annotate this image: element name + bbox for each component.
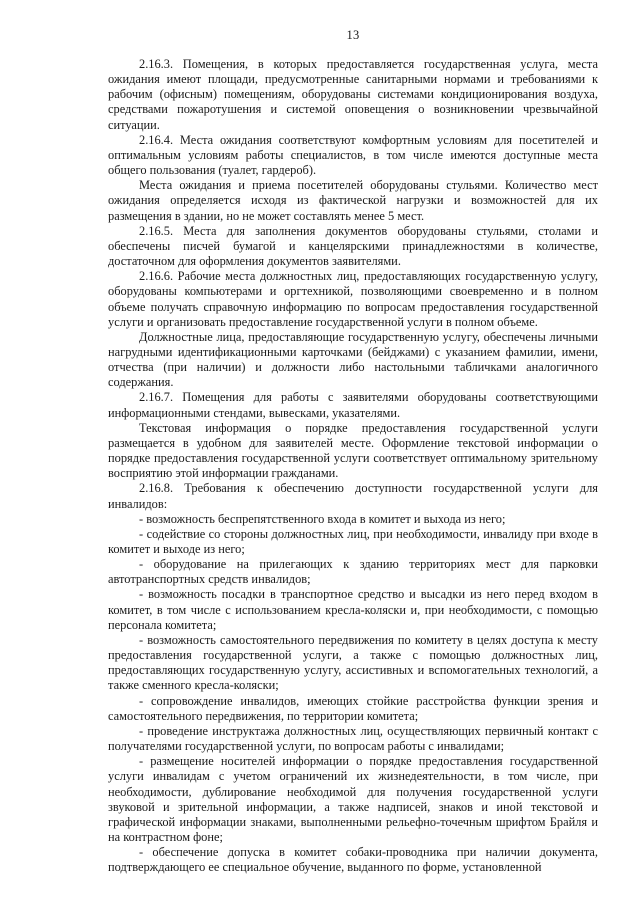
document-body: [108, 57, 598, 875]
paragraph-text-information: Текстовая информация о порядке предоставления государственной услуги размещается в удобном для заявителей месте. Оформление текстовой информации о порядке предоставления государственной услуги соответствует оптимальному зрительному восприятию этой информации гражданами.: [108, 420, 598, 481]
paragraph-waiting-seats: Места ожидания и приема посетителей оборудованы стульями. Количество мест ожидания определяется исходя из фактической нагрузки и возможностей для их размещения в здании, но не может составлять менее 5 мест.: [108, 178, 598, 223]
paragraph-2-16-7: 2.16.7. Помещения для работы с заявителями оборудованы соответствующими информационными стендами, вывесками, указателями.: [108, 390, 598, 420]
paragraph-2-16-8: 2.16.8. Требования к обеспечению доступности государственной услуги для инвалидов:: [108, 481, 598, 511]
paragraph-2-16-6: 2.16.6. Рабочие места должностных лиц, предоставляющих государственную услугу, оборудованы компьютерами и оргтехникой, позволяющими своевременно и в полном объеме получать справочную информацию по вопросам предоставления государственной услуги и организовать предоставление государственной услуги в полном объеме.: [108, 269, 598, 329]
list-item-escort: - сопровождение инвалидов, имеющих стойкие расстройства функции зрения и самостоятельного передвижения, по территории комитета;: [108, 693, 598, 723]
list-item-movement: - возможность самостоятельного передвижения по комитету в целях доступа к месту предоставления государственной услуги, а также с помощью должностных лиц, предоставляющих государственную услугу, ассистивных и вспомогательных технологий, а также сменного кресла-коляски;: [108, 632, 598, 693]
list-item-guide-dog: - обеспечение допуска в комитет собаки-проводника при наличии документа, подтверждающего ее специальное обучение, выданного по форме, установленной: [108, 845, 598, 875]
list-item-information-media: - размещение носителей информации о порядке предоставления государственной услуги инвалидам с учетом ограничений их жизнедеятельности, в том числе, при необходимости, дублирование необходимой для получения государственной услуги звуковой и зрительной информации, а также надписей, знаков и иной текстовой и графической информации знаками, выполненными рельефно-точечным шрифтом Брайля и на контрастном фоне;: [108, 754, 598, 844]
paragraph-2-16-3: 2.16.3. Помещения, в которых предоставляется государственная услуга, места ожидания имеют площади, предусмотренные санитарными нормами и требованиями к рабочим (офисным) помещениям, оборудованы системами кондиционирования воздуха, средствами пожаротушения и системой оповещения о возникновении чрезвычайной ситуации.: [108, 57, 598, 132]
list-item-assistance: - содействие со стороны должностных лиц, при необходимости, инвалиду при входе в комитет и выходе из него;: [108, 526, 598, 556]
paragraph-2-16-5: 2.16.5. Места для заполнения документов оборудованы стульями, столами и обеспечены писчей бумагой и канцелярскими принадлежностями в количестве, достаточном для оформления документов заявителями.: [108, 223, 598, 269]
list-item-free-entry: - возможность беспрепятственного входа в комитет и выхода из него;: [139, 511, 506, 526]
list-item-boarding: - возможность посадки в транспортное средство и высадки из него перед входом в комитет, в том числе с использованием кресла-коляски и, при необходимости, с помощью персонала комитета;: [108, 587, 598, 632]
page-number: 13: [346, 28, 360, 42]
paragraph-officials-badges: Должностные лица, предоставляющие государственную услугу, обеспечены личными нагрудными идентификационными карточками (бейджами) с указанием фамилии, имени, отчества (при наличии) и должности либо настольными табличками аналогичного содержания.: [108, 329, 598, 390]
paragraph-2-16-4: 2.16.4. Места ожидания соответствуют комфортным условиям для посетителей и оптимальным условиям работы специалистов, в том числе имеются доступные места общего пользования (туалет, гардероб).: [108, 132, 598, 178]
document-page: [108, 28, 598, 875]
list-item-parking: - оборудование на прилегающих к зданию территориях мест для парковки автотранспортных средств инвалидов;: [108, 557, 598, 587]
list-item-briefing: - проведение инструктажа должностных лиц, осуществляющих первичный контакт с получателями государственной услуги, по вопросам работы с инвалидами;: [108, 723, 598, 754]
